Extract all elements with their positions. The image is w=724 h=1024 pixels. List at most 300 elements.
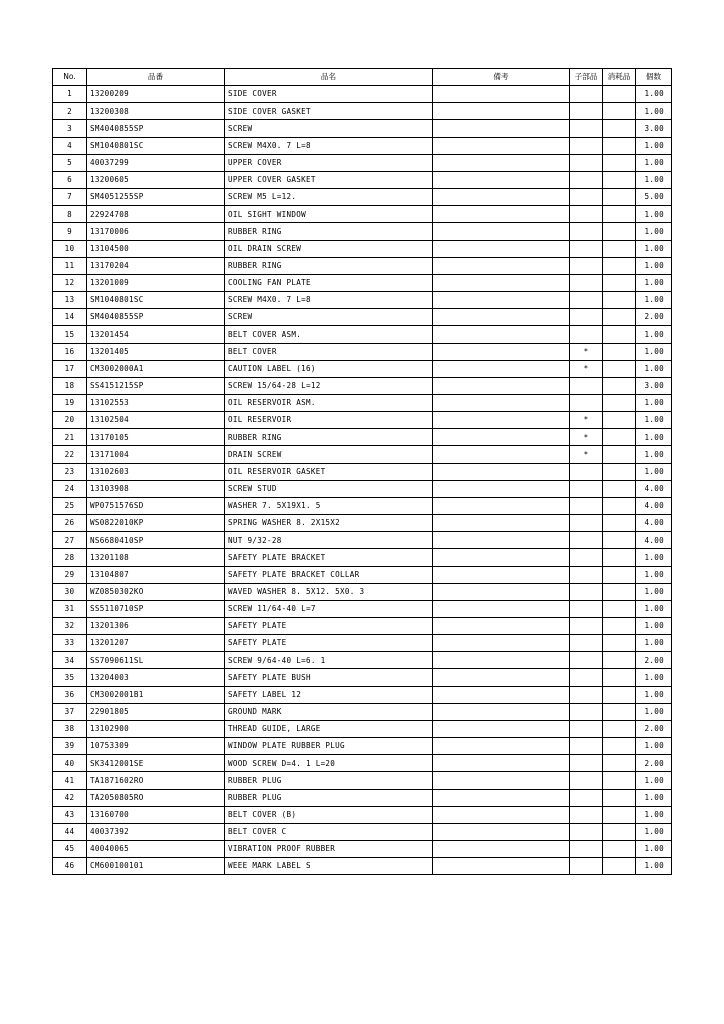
table-row <box>53 755 672 772</box>
cell-part-name: SCREW 9/64-40 L=6. 1 <box>225 652 433 669</box>
header-consumable: 消耗品 <box>603 69 636 86</box>
cell-quantity: 4.00 <box>636 515 672 532</box>
cell-part-name: SCREW M4X0. 7 L=8 <box>225 292 433 309</box>
cell-part-name: OIL DRAIN SCREW <box>225 240 433 257</box>
cell-part-number: TA2050805RO <box>87 789 225 806</box>
cell-sub-part: * <box>570 343 603 360</box>
cell-sub-part <box>570 154 603 171</box>
cell-part-number: SM1040801SC <box>87 137 225 154</box>
cell-part-name: SAFETY PLATE <box>225 635 433 652</box>
table-row <box>53 446 672 463</box>
cell-quantity: 1.00 <box>636 103 672 120</box>
cell-part-number: CM3002000A1 <box>87 360 225 377</box>
cell-consumable <box>603 686 636 703</box>
cell-part-name: SCREW 11/64-40 L=7 <box>225 600 433 617</box>
cell-sub-part <box>570 720 603 737</box>
cell-quantity: 1.00 <box>636 686 672 703</box>
table-row <box>53 738 672 755</box>
cell-no: 34 <box>53 652 87 669</box>
cell-no: 26 <box>53 515 87 532</box>
cell-sub-part <box>570 103 603 120</box>
cell-consumable <box>603 600 636 617</box>
cell-quantity: 2.00 <box>636 652 672 669</box>
cell-no: 12 <box>53 274 87 291</box>
cell-part-name: GROUND MARK <box>225 703 433 720</box>
cell-remarks <box>433 858 570 875</box>
cell-part-number: SS7090611SL <box>87 652 225 669</box>
cell-part-name: SAFETY LABEL 12 <box>225 686 433 703</box>
cell-no: 18 <box>53 377 87 394</box>
cell-remarks <box>433 412 570 429</box>
table-row <box>53 394 672 411</box>
cell-consumable <box>603 858 636 875</box>
cell-remarks <box>433 223 570 240</box>
table-row <box>53 377 672 394</box>
cell-no: 11 <box>53 257 87 274</box>
cell-consumable <box>603 789 636 806</box>
cell-part-number: SM4040855SP <box>87 120 225 137</box>
cell-consumable <box>603 738 636 755</box>
cell-quantity: 1.00 <box>636 292 672 309</box>
cell-part-name: UPPER COVER GASKET <box>225 171 433 188</box>
cell-no: 10 <box>53 240 87 257</box>
cell-part-number: 40040065 <box>87 841 225 858</box>
cell-no: 16 <box>53 343 87 360</box>
cell-part-name: WEEE MARK LABEL S <box>225 858 433 875</box>
cell-part-name: RUBBER PLUG <box>225 789 433 806</box>
cell-no: 46 <box>53 858 87 875</box>
table-row <box>53 772 672 789</box>
cell-quantity: 1.00 <box>636 772 672 789</box>
cell-remarks <box>433 480 570 497</box>
cell-sub-part: * <box>570 360 603 377</box>
cell-remarks <box>433 823 570 840</box>
cell-remarks <box>433 463 570 480</box>
cell-part-number: 13204003 <box>87 669 225 686</box>
cell-no: 2 <box>53 103 87 120</box>
cell-part-number: 13201108 <box>87 549 225 566</box>
cell-quantity: 1.00 <box>636 806 672 823</box>
cell-part-number: 13170006 <box>87 223 225 240</box>
cell-sub-part <box>570 600 603 617</box>
cell-no: 13 <box>53 292 87 309</box>
cell-quantity: 1.00 <box>636 789 672 806</box>
table-row <box>53 189 672 206</box>
cell-remarks <box>433 309 570 326</box>
table-row <box>53 171 672 188</box>
cell-no: 28 <box>53 549 87 566</box>
cell-part-name: RUBBER RING <box>225 223 433 240</box>
cell-sub-part <box>570 463 603 480</box>
cell-part-name: UPPER COVER <box>225 154 433 171</box>
cell-sub-part <box>570 686 603 703</box>
cell-consumable <box>603 429 636 446</box>
cell-sub-part <box>570 240 603 257</box>
cell-no: 42 <box>53 789 87 806</box>
cell-quantity: 1.00 <box>636 703 672 720</box>
cell-part-number: 13201306 <box>87 618 225 635</box>
header-sub-part: 子部品 <box>570 69 603 86</box>
cell-part-name: SCREW 15/64-28 L=12 <box>225 377 433 394</box>
table-row <box>53 549 672 566</box>
table-row <box>53 343 672 360</box>
cell-part-name: SAFETY PLATE BRACKET COLLAR <box>225 566 433 583</box>
cell-sub-part <box>570 86 603 103</box>
cell-sub-part <box>570 789 603 806</box>
cell-part-number: SS4151215SP <box>87 377 225 394</box>
cell-no: 8 <box>53 206 87 223</box>
cell-no: 36 <box>53 686 87 703</box>
table-row <box>53 789 672 806</box>
cell-remarks <box>433 446 570 463</box>
cell-remarks <box>433 720 570 737</box>
cell-remarks <box>433 377 570 394</box>
cell-consumable <box>603 309 636 326</box>
cell-quantity: 3.00 <box>636 377 672 394</box>
cell-part-number: SM1040801SC <box>87 292 225 309</box>
table-row <box>53 566 672 583</box>
table-row <box>53 326 672 343</box>
cell-consumable <box>603 274 636 291</box>
cell-sub-part <box>570 738 603 755</box>
cell-part-number: 13170105 <box>87 429 225 446</box>
cell-remarks <box>433 806 570 823</box>
table-row <box>53 635 672 652</box>
cell-quantity: 1.00 <box>636 343 672 360</box>
cell-quantity: 1.00 <box>636 326 672 343</box>
cell-no: 6 <box>53 171 87 188</box>
cell-part-name: DRAIN SCREW <box>225 446 433 463</box>
cell-part-number: 40037299 <box>87 154 225 171</box>
cell-part-number: 13102900 <box>87 720 225 737</box>
cell-consumable <box>603 326 636 343</box>
cell-quantity: 1.00 <box>636 360 672 377</box>
cell-part-name: OIL RESERVOIR ASM. <box>225 394 433 411</box>
cell-remarks <box>433 635 570 652</box>
cell-quantity: 4.00 <box>636 480 672 497</box>
cell-remarks <box>433 137 570 154</box>
cell-consumable <box>603 360 636 377</box>
cell-quantity: 1.00 <box>636 583 672 600</box>
cell-sub-part <box>570 549 603 566</box>
table-row <box>53 154 672 171</box>
cell-remarks <box>433 326 570 343</box>
cell-no: 40 <box>53 755 87 772</box>
cell-part-number: NS6680410SP <box>87 532 225 549</box>
cell-part-number: 13104807 <box>87 566 225 583</box>
cell-sub-part <box>570 257 603 274</box>
cell-consumable <box>603 292 636 309</box>
cell-quantity: 1.00 <box>636 206 672 223</box>
cell-part-name: SCREW <box>225 120 433 137</box>
cell-no: 7 <box>53 189 87 206</box>
cell-remarks <box>433 583 570 600</box>
cell-consumable <box>603 171 636 188</box>
cell-no: 30 <box>53 583 87 600</box>
cell-part-name: COOLING FAN PLATE <box>225 274 433 291</box>
cell-sub-part <box>570 309 603 326</box>
cell-consumable <box>603 841 636 858</box>
cell-part-number: 13102504 <box>87 412 225 429</box>
cell-quantity: 1.00 <box>636 738 672 755</box>
cell-part-name: SCREW <box>225 309 433 326</box>
cell-part-number: 22901805 <box>87 703 225 720</box>
cell-quantity: 2.00 <box>636 755 672 772</box>
cell-no: 21 <box>53 429 87 446</box>
cell-part-name: OIL SIGHT WINDOW <box>225 206 433 223</box>
cell-no: 5 <box>53 154 87 171</box>
cell-no: 9 <box>53 223 87 240</box>
table-row <box>53 257 672 274</box>
cell-remarks <box>433 755 570 772</box>
header-part-name: 品名 <box>225 69 433 86</box>
cell-remarks <box>433 86 570 103</box>
cell-consumable <box>603 823 636 840</box>
cell-quantity: 3.00 <box>636 120 672 137</box>
cell-remarks <box>433 394 570 411</box>
header-row <box>53 69 672 86</box>
cell-consumable <box>603 343 636 360</box>
cell-part-number: 40037392 <box>87 823 225 840</box>
table-row <box>53 669 672 686</box>
cell-sub-part <box>570 497 603 514</box>
cell-part-number: 13103908 <box>87 480 225 497</box>
cell-part-number: CM3002001B1 <box>87 686 225 703</box>
cell-consumable <box>603 583 636 600</box>
cell-sub-part: * <box>570 429 603 446</box>
cell-part-number: 13200209 <box>87 86 225 103</box>
cell-no: 33 <box>53 635 87 652</box>
cell-remarks <box>433 738 570 755</box>
cell-part-name: WASHER 7. 5X19X1. 5 <box>225 497 433 514</box>
cell-no: 4 <box>53 137 87 154</box>
table-row <box>53 206 672 223</box>
cell-part-number: TA1871602RO <box>87 772 225 789</box>
cell-quantity: 1.00 <box>636 412 672 429</box>
cell-quantity: 5.00 <box>636 189 672 206</box>
cell-quantity: 1.00 <box>636 223 672 240</box>
cell-sub-part: * <box>570 412 603 429</box>
cell-no: 24 <box>53 480 87 497</box>
header-quantity: 個数 <box>636 69 672 86</box>
cell-consumable <box>603 223 636 240</box>
cell-no: 32 <box>53 618 87 635</box>
cell-no: 27 <box>53 532 87 549</box>
cell-part-name: SCREW M4X0. 7 L=8 <box>225 137 433 154</box>
cell-part-number: SM4051255SP <box>87 189 225 206</box>
cell-consumable <box>603 497 636 514</box>
table-header <box>53 69 672 86</box>
cell-remarks <box>433 360 570 377</box>
cell-quantity: 1.00 <box>636 618 672 635</box>
cell-part-number: 13171004 <box>87 446 225 463</box>
cell-part-name: BELT COVER <box>225 343 433 360</box>
cell-remarks <box>433 154 570 171</box>
cell-quantity: 1.00 <box>636 154 672 171</box>
cell-part-name: RUBBER RING <box>225 257 433 274</box>
header-part-number: 品番 <box>87 69 225 86</box>
cell-quantity: 1.00 <box>636 463 672 480</box>
cell-quantity: 1.00 <box>636 257 672 274</box>
table-row <box>53 292 672 309</box>
cell-no: 20 <box>53 412 87 429</box>
cell-quantity: 1.00 <box>636 549 672 566</box>
cell-consumable <box>603 446 636 463</box>
table-row <box>53 497 672 514</box>
cell-remarks <box>433 206 570 223</box>
cell-part-number: SK3412001SE <box>87 755 225 772</box>
cell-remarks <box>433 652 570 669</box>
table-row <box>53 309 672 326</box>
cell-remarks <box>433 103 570 120</box>
table-row <box>53 532 672 549</box>
cell-sub-part <box>570 377 603 394</box>
cell-part-number: 13201009 <box>87 274 225 291</box>
table-row <box>53 480 672 497</box>
cell-sub-part <box>570 772 603 789</box>
cell-part-name: SAFETY PLATE BRACKET <box>225 549 433 566</box>
cell-consumable <box>603 703 636 720</box>
cell-consumable <box>603 720 636 737</box>
cell-part-name: THREAD GUIDE, LARGE <box>225 720 433 737</box>
cell-remarks <box>433 120 570 137</box>
cell-quantity: 1.00 <box>636 600 672 617</box>
cell-quantity: 1.00 <box>636 446 672 463</box>
cell-sub-part <box>570 515 603 532</box>
cell-part-number: 13201207 <box>87 635 225 652</box>
cell-sub-part <box>570 566 603 583</box>
cell-no: 23 <box>53 463 87 480</box>
cell-quantity: 4.00 <box>636 497 672 514</box>
table-row <box>53 463 672 480</box>
cell-part-name: SPRING WASHER 8. 2X15X2 <box>225 515 433 532</box>
cell-consumable <box>603 635 636 652</box>
cell-consumable <box>603 806 636 823</box>
cell-no: 38 <box>53 720 87 737</box>
cell-sub-part <box>570 669 603 686</box>
cell-remarks <box>433 532 570 549</box>
cell-quantity: 1.00 <box>636 823 672 840</box>
cell-quantity: 1.00 <box>636 274 672 291</box>
cell-remarks <box>433 274 570 291</box>
table-row <box>53 412 672 429</box>
cell-part-number: WZ0850302KO <box>87 583 225 600</box>
cell-sub-part: * <box>570 446 603 463</box>
table-row <box>53 223 672 240</box>
cell-consumable <box>603 772 636 789</box>
cell-sub-part <box>570 583 603 600</box>
cell-part-name: SIDE COVER GASKET <box>225 103 433 120</box>
cell-part-number: 13170204 <box>87 257 225 274</box>
cell-quantity: 1.00 <box>636 429 672 446</box>
cell-remarks <box>433 497 570 514</box>
table-row <box>53 137 672 154</box>
cell-part-name: RUBBER RING <box>225 429 433 446</box>
cell-no: 22 <box>53 446 87 463</box>
cell-remarks <box>433 686 570 703</box>
cell-consumable <box>603 120 636 137</box>
cell-sub-part <box>570 274 603 291</box>
cell-part-name: WAVED WASHER 8. 5X12. 5X0. 3 <box>225 583 433 600</box>
table-row <box>53 806 672 823</box>
table-row <box>53 823 672 840</box>
cell-no: 41 <box>53 772 87 789</box>
cell-no: 37 <box>53 703 87 720</box>
parts-list-table <box>52 68 672 875</box>
cell-remarks <box>433 772 570 789</box>
cell-sub-part <box>570 703 603 720</box>
cell-sub-part <box>570 755 603 772</box>
cell-no: 45 <box>53 841 87 858</box>
cell-sub-part <box>570 394 603 411</box>
cell-part-number: 13102553 <box>87 394 225 411</box>
cell-no: 29 <box>53 566 87 583</box>
cell-no: 3 <box>53 120 87 137</box>
cell-sub-part <box>570 823 603 840</box>
cell-consumable <box>603 515 636 532</box>
cell-part-name: WINDOW PLATE RUBBER PLUG <box>225 738 433 755</box>
cell-remarks <box>433 789 570 806</box>
cell-part-name: SIDE COVER <box>225 86 433 103</box>
cell-part-number: 13160700 <box>87 806 225 823</box>
cell-part-name: BELT COVER C <box>225 823 433 840</box>
cell-quantity: 1.00 <box>636 858 672 875</box>
cell-no: 1 <box>53 86 87 103</box>
cell-remarks <box>433 841 570 858</box>
cell-sub-part <box>570 171 603 188</box>
cell-sub-part <box>570 618 603 635</box>
cell-consumable <box>603 86 636 103</box>
cell-no: 39 <box>53 738 87 755</box>
table-row <box>53 274 672 291</box>
cell-quantity: 1.00 <box>636 171 672 188</box>
cell-consumable <box>603 103 636 120</box>
cell-consumable <box>603 377 636 394</box>
cell-part-number: 10753309 <box>87 738 225 755</box>
cell-part-name: SAFETY PLATE BUSH <box>225 669 433 686</box>
cell-sub-part <box>570 635 603 652</box>
table-row <box>53 515 672 532</box>
table-row <box>53 240 672 257</box>
cell-sub-part <box>570 292 603 309</box>
table-row <box>53 720 672 737</box>
table-body <box>53 86 672 875</box>
cell-consumable <box>603 412 636 429</box>
cell-quantity: 1.00 <box>636 669 672 686</box>
cell-quantity: 1.00 <box>636 137 672 154</box>
table-row <box>53 652 672 669</box>
cell-consumable <box>603 755 636 772</box>
cell-remarks <box>433 240 570 257</box>
cell-part-name: CAUTION LABEL (16) <box>225 360 433 377</box>
cell-remarks <box>433 600 570 617</box>
cell-part-name: RUBBER PLUG <box>225 772 433 789</box>
cell-part-name: VIBRATION PROOF RUBBER <box>225 841 433 858</box>
cell-no: 17 <box>53 360 87 377</box>
table-row <box>53 841 672 858</box>
cell-remarks <box>433 429 570 446</box>
cell-no: 15 <box>53 326 87 343</box>
cell-part-name: SCREW M5 L=12. <box>225 189 433 206</box>
cell-remarks <box>433 703 570 720</box>
cell-no: 25 <box>53 497 87 514</box>
cell-consumable <box>603 652 636 669</box>
cell-consumable <box>603 463 636 480</box>
cell-remarks <box>433 257 570 274</box>
cell-no: 31 <box>53 600 87 617</box>
cell-consumable <box>603 189 636 206</box>
table-row <box>53 618 672 635</box>
